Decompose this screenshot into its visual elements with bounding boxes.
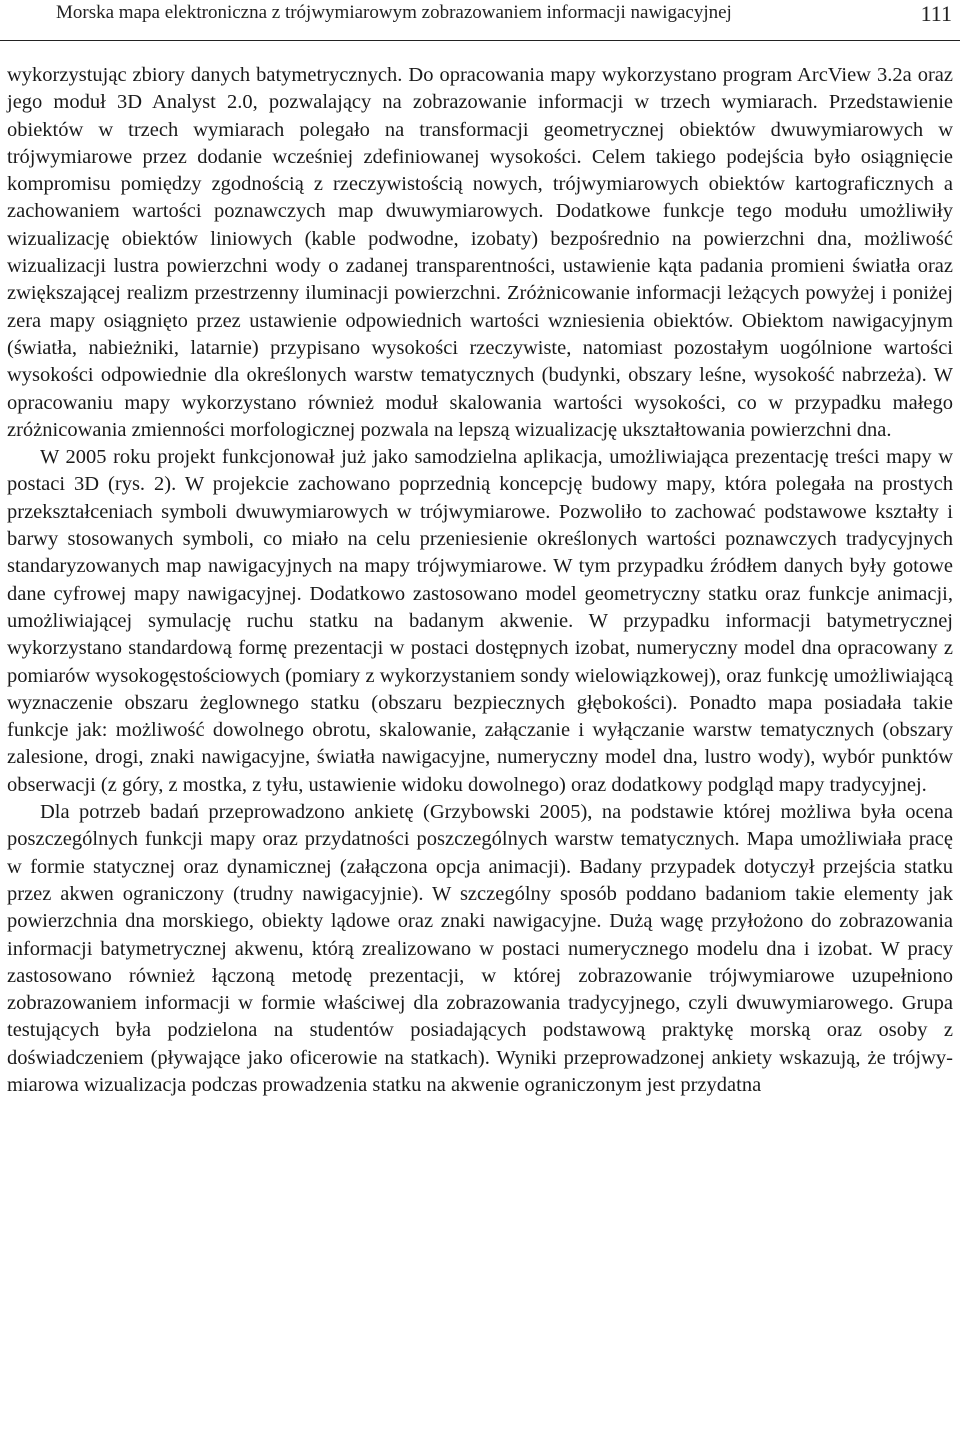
running-title: Morska mapa elektroniczna z trójwymiarowym zobrazowaniem informacji nawigacyjnej bbox=[56, 2, 732, 23]
paragraph-3: Dla potrzeb badań przeprowadzono ankietę (Grzybowski 2005), na podstawie której możliwa była ocena poszczególnych funkcji mapy oraz przydatności poszczególnych warstw tematycznych. Mapa umożliwiała pracę w formie statycznej oraz dynamicznej (załączona opcja animacji). Badany przypadek dotyczył przejścia statku przez akwen ograniczony (trudny nawigacyjnie). W szczególny sposób poddano badaniom takie elementy jak powierzchnia dna morskiego, obiekty lądowe oraz znaki nawigacyjne. Dużą wagę przyłożono do zobrazowania informacji batymetrycznej akwenu, którą zrealizowano w postaci numerycznego modelu dna i izobat. W pracy zastosowano również łączoną metodę prezentacji, w której zobrazowanie trójwymiarowe uzupełniono zobrazowaniem informacji w formie właściwej dla zobrazowania tradycyjnego, czyli dwuwymiarowego. Grupa testujących była podzielona na studentów posiadających podstawową praktykę morską oraz osoby z doświadczeniem (pływające jako oficerowie na statkach). Wyniki przeprowadzonej ankiety wskazują, że trójwymiarowa wizualizacja podczas prowadzenia statku na akwenie ograniczonym jest przydatna bbox=[7, 801, 953, 1096]
paragraph-1: wykorzystując zbiory danych batymetrycznych. Do opracowania mapy wykorzystano program ArcView 3.2a oraz jego moduł 3D Analyst 2.0, pozwalający na zobrazowanie informacji w trzech wymiarach. Przedstawienie obiektów w trzech wymiarach polegało na transformacji geometrycznej obiektów dwuwymiarowych w trójwymiarowe przez dodanie wcześniej zdefiniowanej wysokości. Celem takiego podejścia było osiągnięcie kompromisu pomiędzy zgodnością z rzeczywistością nowych, trójwymiarowych obiektów kartograficznych a zachowaniem wartości poznawczych map dwuwymiarowych. Dodatkowe funkcje tego modułu umożliwiły wizualizację obiektów liniowych (kable podwodne, izobaty) bezpośrednio na powierzchni dna, możliwość wizualizacji lustra powierzchni wody o zadanej transparentności, ustawienie kąta padania promieni światła oraz zwiększającej realizm przestrzenny iluminacji powierzchni. Zróżnicowanie informacji leżących powyżej i poniżej zera mapy osiągnięto przez ustawienie odpowiednich wartości wzniesienia obiektów. Obiektom nawigacyjnym (światła, nabieżniki, latarnie) przypisano wysokości rzeczywiste, natomiast pozostałym uogólnione wartości wysokości odpowiednie dla określonych warstw tematycznych (budynki, obszary leśne, wysokość nabrzeża). W opracowaniu mapy wykorzystano również moduł skalowania wartości wysokości, co w przypadku małego zróżnicowania zmienności morfologicznej pozwala na lepszą wizualizację ukształtowania powierzchni dna. bbox=[7, 64, 953, 441]
page-number: 111 bbox=[920, 1, 952, 26]
body-text bbox=[7, 62, 953, 1099]
paragraph-2: W 2005 roku projekt funkcjonował już jako samodzielna aplikacja, umożliwiająca prezentację treści mapy w postaci 3D (rys. 2). W projekcie zachowano poprzednią koncepcję budowy mapy, która polegała na prostych przekształceniach symboli dwuwymiarowych w trójwymiarowe. Pozwoliło to zachować podstawowe kształty i barwy stosowanych symboli, co miało na celu przeniesienie określonych wartości poznawczych tradycyjnych standaryzowanych map nawigacyjnych na mapy trójwymiarowe. W tym przypadku źródłem danych były gotowe dane cyfrowej mapy nawigacyjnej. Dodatkowo zastosowano model geometryczny statku oraz funkcje animacji, umożliwiającej symulację ruchu statku na badanym akwenie. W przypadku informacji batymetrycznej wykorzystano standardową formę prezentacji w postaci dostępnych izobat, numeryczny model dna opracowany z pomiarów wysokogęstościowych (pomiary z wykorzystaniem sondy wielowiązkowej), oraz funkcję umożliwiającą wyznaczenie obszaru żeglownego statku (obszaru bezpiecznych głębokości). Ponadto mapa posiadała takie funkcje jak: możliwość dowolnego obrotu, skalowanie, załączanie i wyłączanie warstw tematycznych (obszary zalesione, drogi, znaki nawigacyjne, światła nawigacyjne, numeryczny model dna, lustro wody), wybór punktów obserwacji (z góry, z mostka, z tyłu, ustawienie widoku dowolnego) oraz dodatkowy podgląd mapy tradycyjnej. bbox=[7, 446, 953, 796]
running-header bbox=[0, 0, 960, 41]
